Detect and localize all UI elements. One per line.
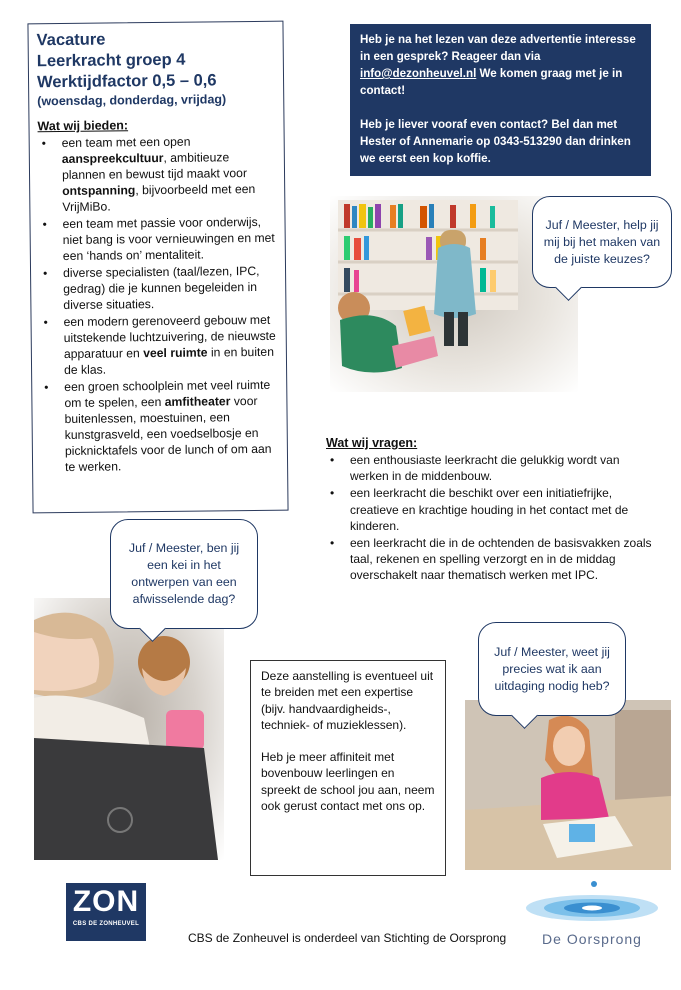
- speech-bubble-day: Juf / Meester, ben jij een kei in het ontwerpen van een afwisselende dag?: [110, 519, 258, 629]
- offer-item: • diverse specialisten (taal/lezen, IPC, gedrag) die je kunnen begeleiden in diverse situaties.: [63, 263, 277, 313]
- offer-item: • een modern gerenoveerd gebouw met uitstekende luchtzuivering, de nieuwste apparatuur en veel ruimte in en buiten de klas.: [63, 312, 278, 378]
- requirements-section: [326, 436, 656, 585]
- requirement-item: • een enthousiaste leerkracht die gelukkig wordt van werken in de middenbouw.: [350, 452, 656, 484]
- oorsprong-logo: [522, 878, 662, 948]
- zonheuvel-logo-mark: ZON: [72, 885, 140, 918]
- water-drop-icon: [522, 878, 662, 924]
- offer-item: • een team met een open aanspreekcultuur, ambitieuze plannen en bewust tijd maakt voor ontspanning, bijvoorbeeld met een VrijMiBo.: [62, 133, 277, 215]
- zonheuvel-logo: [66, 883, 146, 941]
- speech-bubble-choices: Juf / Meester, help jij mij bij het maken van de juiste keuzes?: [532, 196, 672, 288]
- requirements-list: [326, 452, 656, 584]
- requirement-item: • een leerkracht die in de ochtenden de basisvakken zoals taal, rekenen en spelling verzorgt en in de middag overschakelt naar thematisch werken met IPC.: [350, 535, 656, 584]
- title-line-1: Vacature: [36, 30, 106, 50]
- title-line-2: Leerkracht groep 4: [36, 50, 186, 71]
- offer-item: • een team met passie voor onderwijs, niet bang is voor vernieuwingen en met een ‘hands on’ mentaliteit.: [62, 214, 276, 264]
- footer-text: CBS de Zonheuvel is onderdeel van Stichting de Oorsprong: [188, 931, 507, 945]
- extension-box: [250, 660, 446, 876]
- offer-list: [38, 133, 280, 475]
- reading-girl-photo: [465, 700, 671, 870]
- vacancy-box: [27, 21, 288, 514]
- extension-paragraph-1: Deze aanstelling is eventueel uit te breiden met een expertise (bijv. handvaardigheids-, techniek- of muzieklessen).: [261, 669, 434, 732]
- title-line-3: Werktijdfactor 0,5 – 0,6: [36, 71, 217, 92]
- laptop-illustration: [34, 598, 224, 860]
- offer-heading: Wat wij bieden:: [37, 118, 129, 134]
- vacancy-title: [37, 28, 276, 93]
- offer-item: • een groen schoolplein met veel ruimte om te spelen, een amfitheater voor buitenlessen, moestuinen, een kunstgrasveld, een voedselbosje en picknicktafels voor de lunch of om aan te werken.: [64, 377, 279, 475]
- requirements-heading: Wat wij vragen:: [326, 436, 418, 450]
- email-link[interactable]: info@dezonheuvel.nl: [360, 67, 477, 80]
- contact-box: [350, 24, 651, 176]
- extension-paragraph-2: Heb je meer affiniteit met bovenbouw leerlingen en spreekt de school jou aan, neem ook gerust contact met ons op.: [261, 750, 435, 814]
- zonheuvel-logo-text: CBS DE ZONHEUVEL: [72, 921, 140, 927]
- work-days: (woensdag, donderdag, vrijdag): [37, 92, 227, 109]
- reading-girl-illustration: [465, 700, 671, 870]
- contact-paragraph-2: Heb je liever vooraf even contact? Bel dan met Hester of Annemarie op 0343-513290 dan drinken we eerst een kop koffie.: [360, 118, 631, 165]
- oorsprong-logo-text: De Oorsprong: [542, 931, 642, 947]
- speech-bubble-challenge: Juf / Meester, weet jij precies wat ik aan uitdaging nodig heb?: [478, 622, 626, 716]
- requirement-item: • een leerkracht die beschikt over een initiatiefrijke, creatieve en krachtige houding in het contact met de kinderen.: [350, 485, 656, 534]
- contact-paragraph-1: Heb je na het lezen van deze advertentie interesse in een gesprek? Reageer dan via info@dezonheuvel.nl We komen graag met je in contact!: [360, 33, 636, 97]
- laptop-photo: [34, 598, 224, 860]
